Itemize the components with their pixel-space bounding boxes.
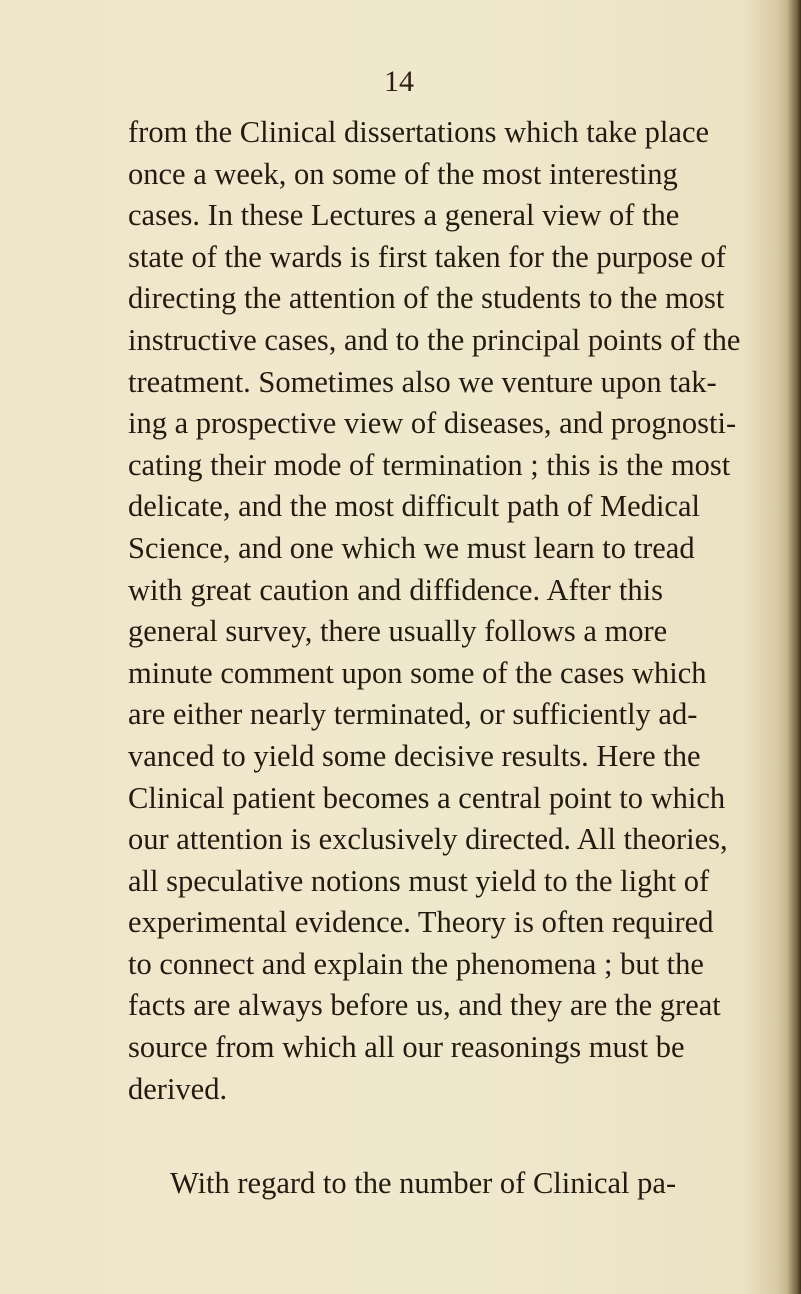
text-line: once a week, on some of the most interesting [128,156,678,191]
text-line: are either nearly terminated, or sufficiently ad- [128,697,698,732]
text-line: delicate, and the most difficult path of Medical [128,489,700,524]
paragraph-clinical-patients [170,1163,677,1205]
text-line: experimental evidence. Theory is often required [128,905,714,940]
text-line: source from which all our reasonings must be [128,1030,685,1065]
text-line: all speculative notions must yield to the light of [128,863,710,898]
text-line: derived. [128,1071,228,1106]
paragraph-clinical-dissertations [128,112,741,1110]
text-line: Clinical patient becomes a central point to which [128,780,726,815]
page-number: 14 [384,65,414,98]
text-line: cases. In these Lectures a general view of the [128,198,680,233]
text-line: facts are always before us, and they are the great [128,988,721,1023]
text-line: cating their mode of termination ; this is the most [128,447,731,482]
page-edge-shadow [787,0,801,1294]
text-line: our attention is exclusively directed. All theories, [128,822,728,857]
text-line: general survey, there usually follows a more [128,614,668,649]
text-line: with great caution and diffidence. After this [128,572,663,607]
text-line: directing the attention of the students to the most [128,281,725,316]
text-line: instructive cases, and to the principal points of the [128,322,741,357]
text-line: state of the wards is first taken for the purpose of [128,239,726,274]
text-line: from the Clinical dissertations which take place [128,115,710,149]
text-line: ing a prospective view of diseases, and prognosti- [128,406,737,441]
text-line: Science, and one which we must learn to tread [128,530,695,565]
text-line: With regard to the number of Clinical pa- [170,1166,677,1200]
text-line: minute comment upon some of the cases which [128,655,707,690]
text-line: to connect and explain the phenomena ; but the [128,946,704,981]
text-line: vanced to yield some decisive results. Here the [128,738,701,773]
text-line: treatment. Sometimes also we venture upon tak- [128,364,717,399]
